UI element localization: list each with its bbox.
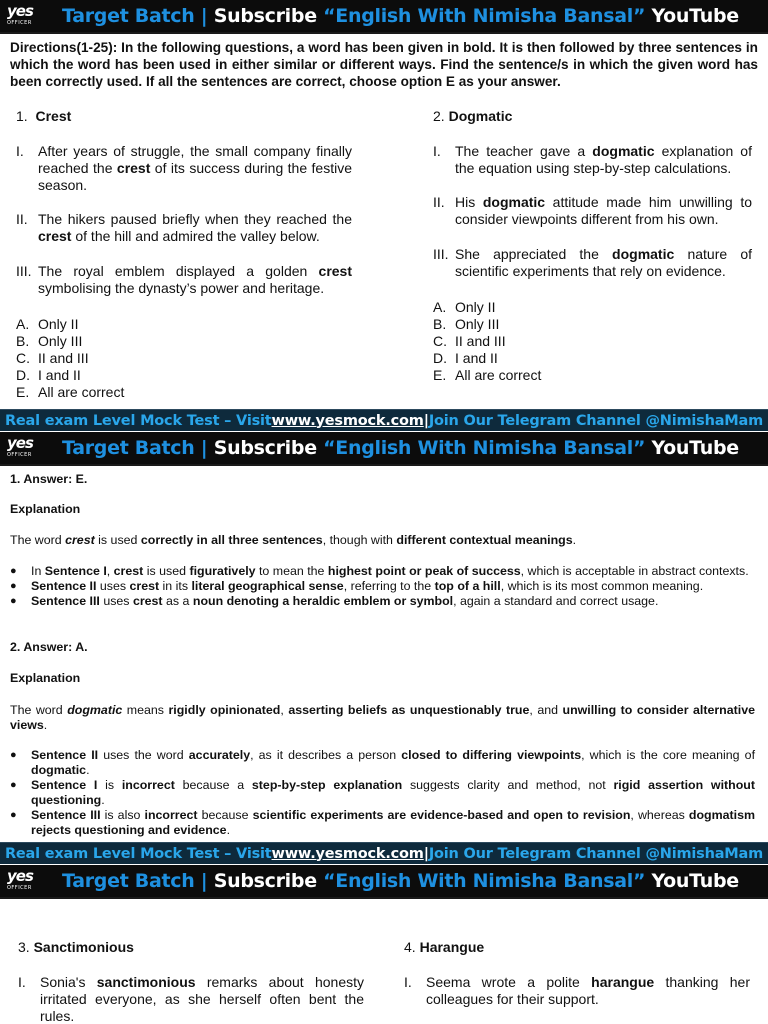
- option-d[interactable]: D. I and II: [16, 367, 81, 383]
- option-c[interactable]: C. II and III: [16, 350, 89, 366]
- sentence-i: I. The teacher gave a dogmatic explanation of the equation using step-by-step calculations.: [433, 143, 752, 176]
- answer-1-bullets: [10, 564, 755, 609]
- yes-officer-logo: yes OFFICER: [7, 434, 33, 458]
- banner-subscribe: Subscribe: [213, 5, 324, 27]
- question-word: Sanctimonious: [33, 939, 134, 955]
- header-banner: [0, 865, 768, 899]
- banner-youtube: YouTube: [645, 5, 739, 27]
- options-list: [433, 299, 541, 384]
- yesmock-link[interactable]: www.yesmock.com: [271, 412, 424, 429]
- directions-text: Directions(1-25): In the following questions, a word has been given in bold. It is then followed by three sentences in which the word has been used in either similar or different ways. Find the sentence/s in which the given word has been correctly used. If all the sentences are correct, choose option E as your answer.: [10, 40, 758, 89]
- banner-target-batch: Target Batch |: [62, 5, 214, 27]
- question-word: Harangue: [419, 939, 485, 955]
- footer-banner: Real exam Level Mock Test – Visit www.yesmock.com | Join Our Telegram Channel @NimishaMam: [0, 842, 768, 864]
- question-word: Crest: [35, 108, 72, 124]
- list-item: ● Sentence III is also incorrect because scientific experiments are evidence-based and open to revision, whereas dogmatism rejects questioning and evidence.: [10, 808, 755, 837]
- explanation-label: Explanation: [10, 671, 81, 685]
- option-b[interactable]: B. Only III: [433, 316, 500, 332]
- banner-text: Target Batch | Subscribe “English With Nimisha Bansal” YouTube: [62, 870, 739, 892]
- list-item: ● Sentence III uses crest as a noun denoting a heraldic emblem or symbol, again a standard and correct usage.: [10, 594, 659, 608]
- sentence-i: I. Sonia's sanctimonious remarks about honesty irritated everyone, as she herself often bent the rules.: [18, 974, 365, 1024]
- answer-2-heading: 2. Answer: A.: [10, 640, 88, 654]
- sentence-iii: III. She appreciated the dogmatic nature of scientific experiments that rely on evidence.: [433, 246, 752, 279]
- question-title: 4. Harangue: [404, 939, 485, 955]
- explanation-label: Explanation: [10, 502, 81, 516]
- sentence-iii: III. The royal emblem displayed a golden crest symbolising the dynasty’s power and heritage.: [16, 263, 352, 296]
- list-item: ● In Sentence I, crest is used figuratively to mean the highest point or peak of success, which is acceptable in abstract contexts.: [10, 564, 749, 578]
- header-banner: [0, 0, 768, 34]
- question-word: Dogmatic: [448, 108, 513, 124]
- yesmock-link[interactable]: www.yesmock.com: [271, 845, 424, 862]
- sentence-ii: II. The hikers paused briefly when they reached the crest of the hill and admired the valley below.: [16, 211, 352, 244]
- answer-1-heading: 1. Answer: E.: [10, 472, 88, 486]
- question-title: 2. Dogmatic: [433, 108, 513, 124]
- option-a[interactable]: A. Only II: [433, 299, 496, 315]
- option-d[interactable]: D. I and II: [433, 350, 498, 366]
- logo-text: yes: [7, 2, 33, 20]
- question-title: 1. Crest: [16, 108, 72, 124]
- sentence-ii: II. His dogmatic attitude made him unwilling to consider viewpoints different from his own.: [433, 194, 752, 227]
- answer-2-intro: The word dogmatic means rigidly opinionated, asserting beliefs as unquestionably true, and unwilling to consider alternative views.: [10, 703, 755, 732]
- option-e[interactable]: E. All are correct: [433, 367, 542, 383]
- options-list: [16, 316, 124, 401]
- logo-subtext: OFFICER: [7, 20, 32, 26]
- sentence-i: I. Seema wrote a polite harangue thanking her colleagues for their support.: [404, 974, 750, 1007]
- answer-1-intro: The word crest is used correctly in all three sentences, though with different contextual meanings.: [10, 533, 577, 547]
- list-item: ● Sentence I is incorrect because a step-by-step explanation suggests clarity and method, not rigid assertion without questioning.: [10, 778, 755, 807]
- option-c[interactable]: C. II and III: [433, 333, 506, 349]
- answer-2-bullets: [10, 748, 755, 838]
- yes-officer-logo: yes OFFICER: [7, 867, 33, 891]
- footer-banner: Real exam Level Mock Test – Visit www.yesmock.com | Join Our Telegram Channel @NimishaMam: [0, 409, 768, 431]
- telegram-text: Join Our Telegram Channel @NimishaMam: [428, 412, 764, 429]
- question-title: 3. Sanctimonious: [18, 939, 134, 955]
- option-a[interactable]: A. Only II: [16, 316, 79, 332]
- sentence-i: I. After years of struggle, the small company finally reached the crest of its success during the festive season.: [16, 143, 352, 193]
- answer-value: A.: [75, 640, 88, 654]
- list-item: ● Sentence II uses crest in its literal geographical sense, referring to the top of a hill, which is its most common meaning.: [10, 579, 704, 593]
- header-banner: [0, 432, 768, 466]
- list-item: ● Sentence II uses the word accurately, as it describes a person closed to differing viewpoints, which is the core meaning of dogmatic.: [10, 748, 756, 777]
- banner-text: [62, 5, 739, 27]
- banner-text: Target Batch | Subscribe “English With Nimisha Bansal” YouTube: [62, 437, 739, 459]
- banner-channel-name: “English With Nimisha Bansal”: [323, 5, 646, 27]
- option-e[interactable]: E. All are correct: [16, 384, 125, 400]
- yes-officer-logo: [7, 3, 37, 31]
- option-b[interactable]: B. Only III: [16, 333, 83, 349]
- answer-value: E.: [75, 472, 88, 486]
